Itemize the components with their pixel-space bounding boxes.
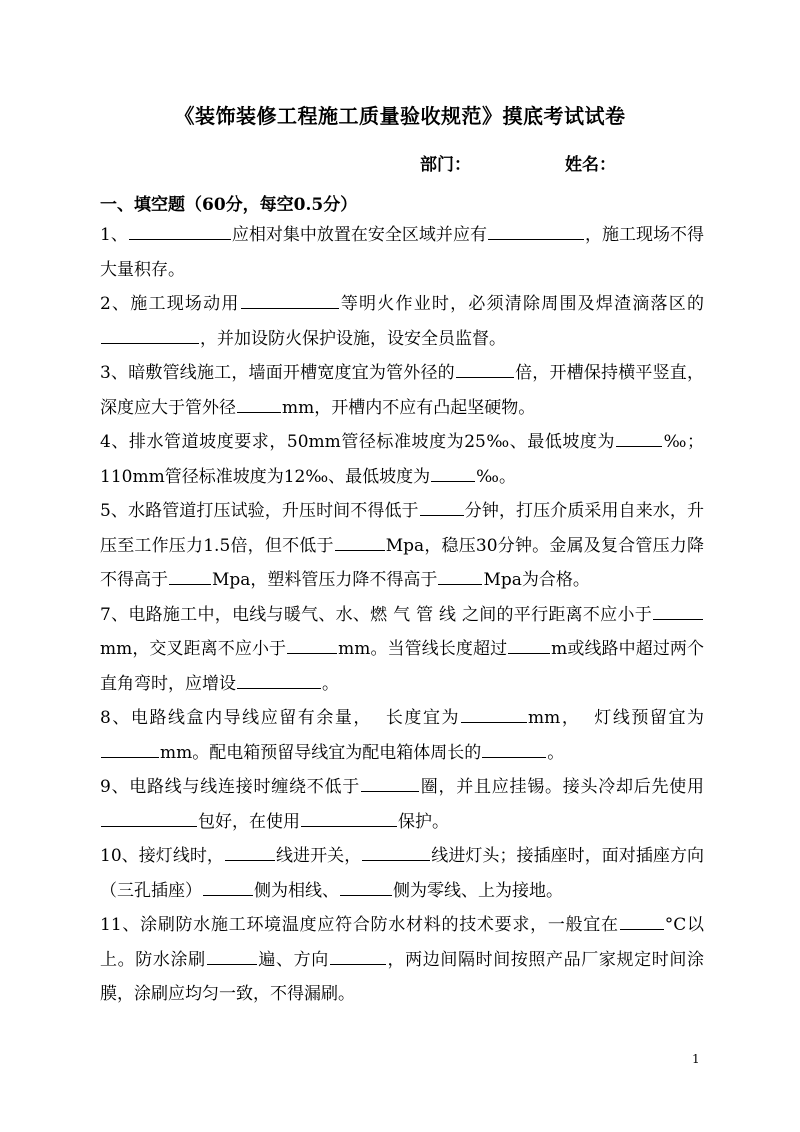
answer-blank[interactable]	[169, 567, 211, 585]
question-text: ‰；110mm管径标准坡度为12‰、最低坡度为	[100, 432, 704, 487]
answer-blank[interactable]	[207, 947, 257, 965]
question-text: mm，开槽内不应有凸起坚硬物。	[282, 397, 536, 418]
question-3	[100, 356, 704, 425]
question-text: ‰。	[476, 466, 516, 487]
name-label: 姓名：	[565, 155, 616, 175]
question-text: Mpa，稳压30分钟。金属及复合管压力降不得高于	[100, 535, 704, 590]
question-text: 线进灯头；接插座时，面对插座方向（三孔插座）	[100, 846, 704, 901]
answer-blank[interactable]	[488, 222, 584, 240]
question-text: 分钟，打压介质采用自来水，升压至工作压力1.5倍，但不低于	[100, 501, 705, 556]
answer-blank[interactable]	[420, 498, 464, 516]
question-text: 。	[547, 742, 565, 763]
answer-blank[interactable]	[461, 705, 527, 723]
question-text: 。	[322, 673, 339, 694]
answer-blank[interactable]	[362, 843, 430, 861]
question-text: 7、电路施工中，电线与暖气、水、燃 气 管 线 之间的平行距离不应小于	[100, 604, 652, 625]
question-text: mm，交叉距离不应小于	[100, 639, 287, 659]
question-text: 侧为零线、上为接地。	[393, 880, 563, 901]
question-text: 遍、方向	[257, 949, 329, 970]
question-text: 保护。	[398, 811, 449, 832]
question-text: mm， 灯线预留宜为	[528, 708, 704, 728]
question-1	[100, 218, 704, 287]
question-text: ，并加设防火保护设施，设安全员监督。	[200, 328, 506, 349]
answer-blank[interactable]	[438, 567, 482, 585]
answer-blank[interactable]	[287, 636, 337, 654]
question-5	[100, 494, 704, 598]
question-text: 9、电路线与线连接时缠绕不低于	[100, 777, 361, 797]
question-9	[100, 770, 704, 839]
question-text: mm。配电箱预留导线宜为配电箱体周长的	[160, 742, 482, 763]
question-text: mm。当管线长度超过	[338, 639, 508, 659]
section-heading: 一、填空题（60分，每空0.5分）	[100, 195, 358, 215]
question-text: Mpa，塑料管压力降不得高于	[212, 570, 438, 590]
answer-blank[interactable]	[203, 878, 253, 896]
question-4	[100, 425, 704, 494]
exam-meta	[420, 150, 616, 175]
answer-blank[interactable]	[237, 671, 321, 689]
answer-blank[interactable]	[431, 464, 475, 482]
question-text: 8、电路线盒内导线应留有余量， 长度宜为	[100, 708, 461, 728]
answer-blank[interactable]	[237, 395, 281, 413]
answer-blank[interactable]	[241, 291, 339, 309]
answer-blank[interactable]	[101, 740, 159, 758]
answer-blank[interactable]	[129, 222, 231, 240]
answer-blank[interactable]	[340, 878, 392, 896]
question-text: 倍，开槽保持横平竖直，深度应大于管外径	[100, 363, 704, 418]
question-text: 4、排水管道坡度要求，50mm管径标准坡度为25‰、最低坡度为	[100, 432, 616, 452]
answer-blank[interactable]	[330, 947, 386, 965]
question-text: m或线路中超过两个直角弯时，应增设	[100, 639, 704, 694]
question-text: 圈，并且应挂锡。接头冷却后先使用	[420, 777, 704, 797]
answer-blank[interactable]	[225, 843, 275, 861]
question-10	[100, 839, 704, 908]
question-text: Mpa为合格。	[483, 570, 590, 590]
question-text: 2、施工现场动用	[100, 294, 240, 314]
question-7	[100, 598, 704, 702]
question-text: ，两边间隔时间按照产品厂家规定时间涂膜，涂刷应均匀一致，不得漏刷。	[100, 949, 705, 1004]
question-text: 11、涂刷防水施工环境温度应符合防水材料的技术要求，一般宜在	[100, 915, 619, 935]
question-text: 应相对集中放置在安全区域并应有	[231, 225, 487, 245]
answer-blank[interactable]	[508, 636, 550, 654]
department-label: 部门：	[420, 155, 471, 175]
answer-blank[interactable]	[101, 326, 199, 344]
question-text: 包好，在使用	[198, 811, 300, 832]
question-text: ，施工现场不得大量积存。	[100, 225, 705, 280]
answer-blank[interactable]	[335, 533, 385, 551]
question-text: 3、暗敷管线施工，墙面开槽宽度宜为管外径的	[100, 363, 455, 383]
answer-blank[interactable]	[456, 360, 514, 378]
question-text: 10、接灯线时，	[100, 846, 224, 866]
answer-blank[interactable]	[482, 740, 546, 758]
answer-blank[interactable]	[361, 774, 419, 792]
question-11	[100, 908, 704, 1012]
question-list	[100, 218, 704, 1012]
question-2	[100, 287, 704, 356]
answer-blank[interactable]	[616, 429, 662, 447]
question-text: 5、水路管道打压试验，升压时间不得低于	[100, 501, 419, 521]
question-text: 1、	[100, 225, 128, 245]
answer-blank[interactable]	[653, 602, 703, 620]
question-text: 侧为相线、	[254, 880, 339, 901]
question-text: 等明火作业时，必须清除周围及焊渣滴落区的	[339, 294, 705, 314]
question-8	[100, 701, 704, 770]
question-text: °C以上。防水涂刷	[100, 915, 704, 970]
page-number: 1	[692, 1052, 700, 1066]
answer-blank[interactable]	[301, 809, 397, 827]
answer-blank[interactable]	[101, 809, 197, 827]
exam-title: 《装饰装修工程施工质量验收规范》摸底考试试卷	[174, 104, 626, 128]
answer-blank[interactable]	[620, 912, 664, 930]
question-text: 线进开关，	[275, 846, 362, 866]
